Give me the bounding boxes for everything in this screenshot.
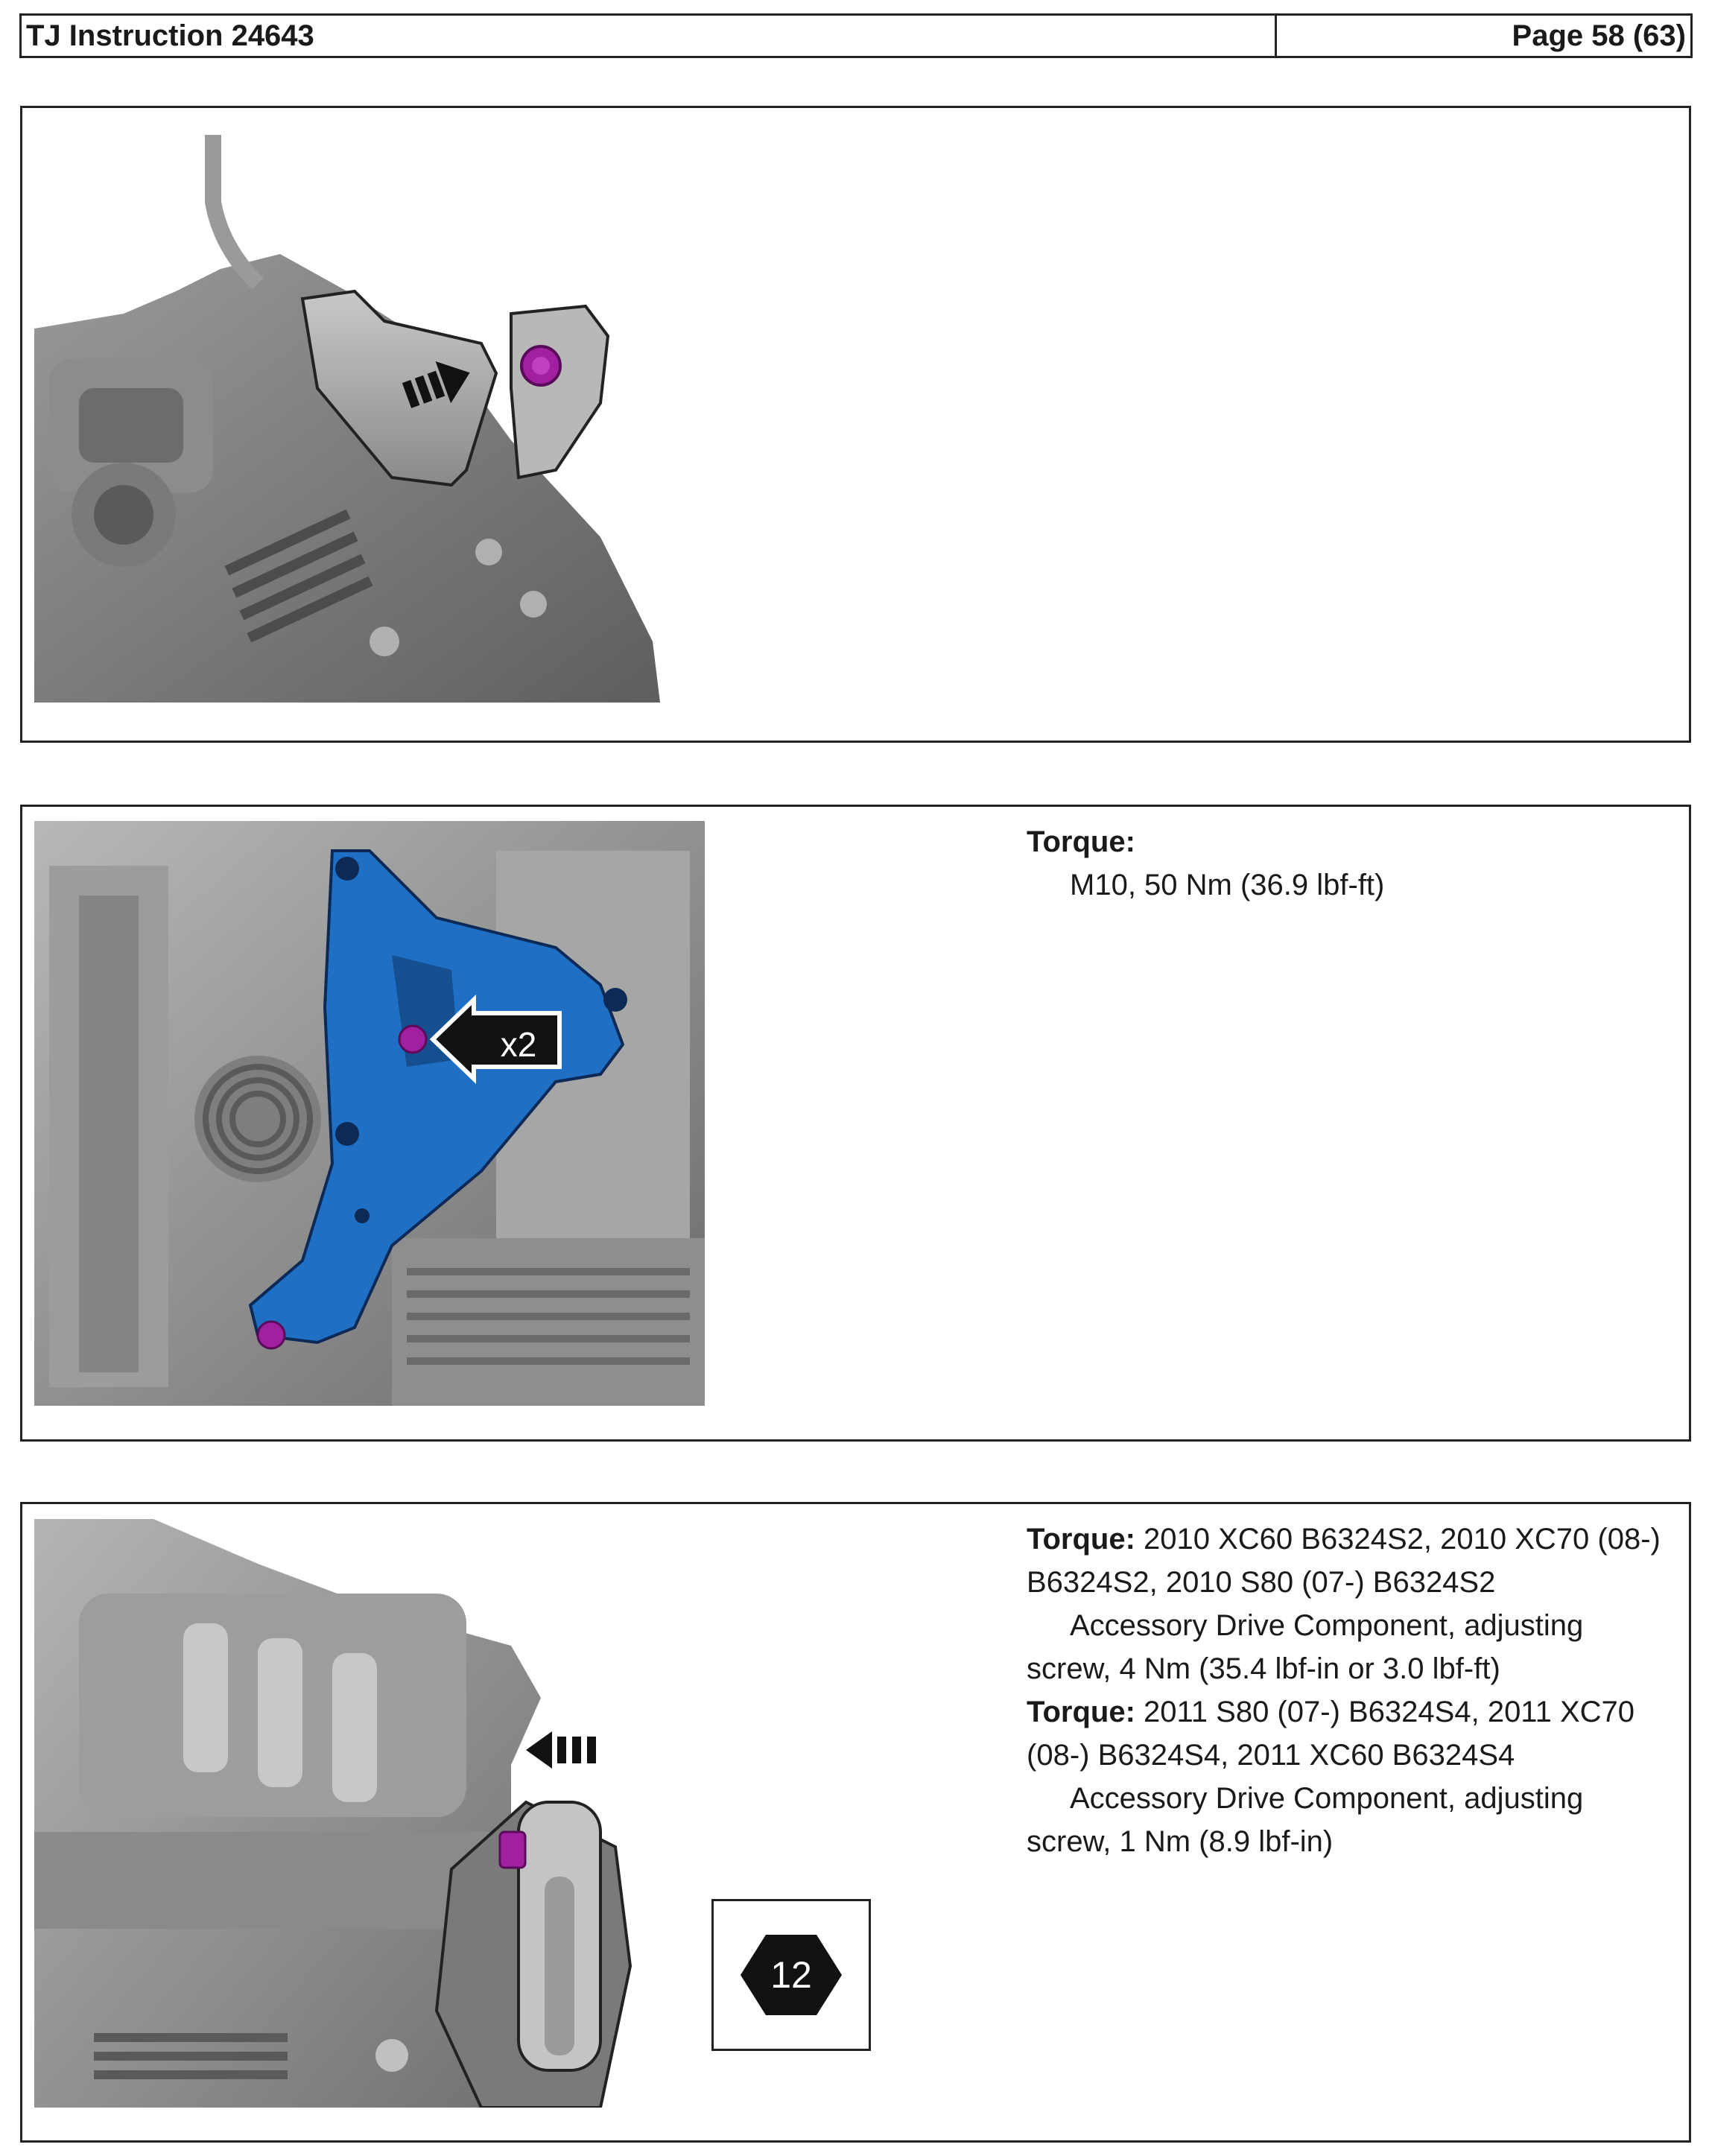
- torque-label: Torque:: [1027, 825, 1135, 858]
- torque-spec: Accessory Drive Component, adjusting: [1070, 1782, 1584, 1815]
- page-number: Page 58 (63): [1512, 19, 1686, 52]
- torque-spec: screw, 4 Nm (35.4 lbf-in or 3.0 lbf-ft): [1027, 1652, 1500, 1685]
- tool-size-label: 12: [770, 1954, 812, 1996]
- torque-spec: screw, 1 Nm (8.9 lbf-in): [1027, 1825, 1334, 1858]
- step-panel-2: [20, 805, 1691, 1442]
- torque-label: Torque:: [1027, 1523, 1135, 1556]
- step-panel-1: [20, 106, 1691, 743]
- torque-spec: Accessory Drive Component, adjusting: [1070, 1609, 1584, 1642]
- torque-label: Torque:: [1027, 1696, 1135, 1728]
- page-header: [19, 13, 1693, 58]
- torque-models: 2011 S80 (07-) B6324S4, 2011 XC70 (08-) B6324S4, 2011 XC60 B6324S4: [1027, 1696, 1635, 1772]
- torque-models: 2010 XC60 B6324S2, 2010 XC70 (08-) B6324S2, 2010 S80 (07-) B6324S2: [1027, 1523, 1661, 1599]
- torque-spec-block: [1027, 1518, 1682, 1863]
- document-title: TJ Instruction 24643: [22, 16, 1277, 56]
- tool-size-box: [711, 1899, 871, 2051]
- adjusting-screw-illustration: [34, 1519, 656, 2108]
- blue-bracket-illustration: [34, 821, 705, 1406]
- engine-bracket-illustration: [34, 120, 671, 703]
- hex-socket-icon: [714, 1901, 869, 2049]
- torque-spec-block: [1027, 820, 1682, 907]
- step-panel-3: [20, 1502, 1691, 2143]
- callout-label: x2: [500, 1025, 537, 1064]
- torque-value: M10, 50 Nm (36.9 lbf-ft): [1070, 869, 1385, 901]
- direction-arrow-icon: [526, 1731, 596, 1769]
